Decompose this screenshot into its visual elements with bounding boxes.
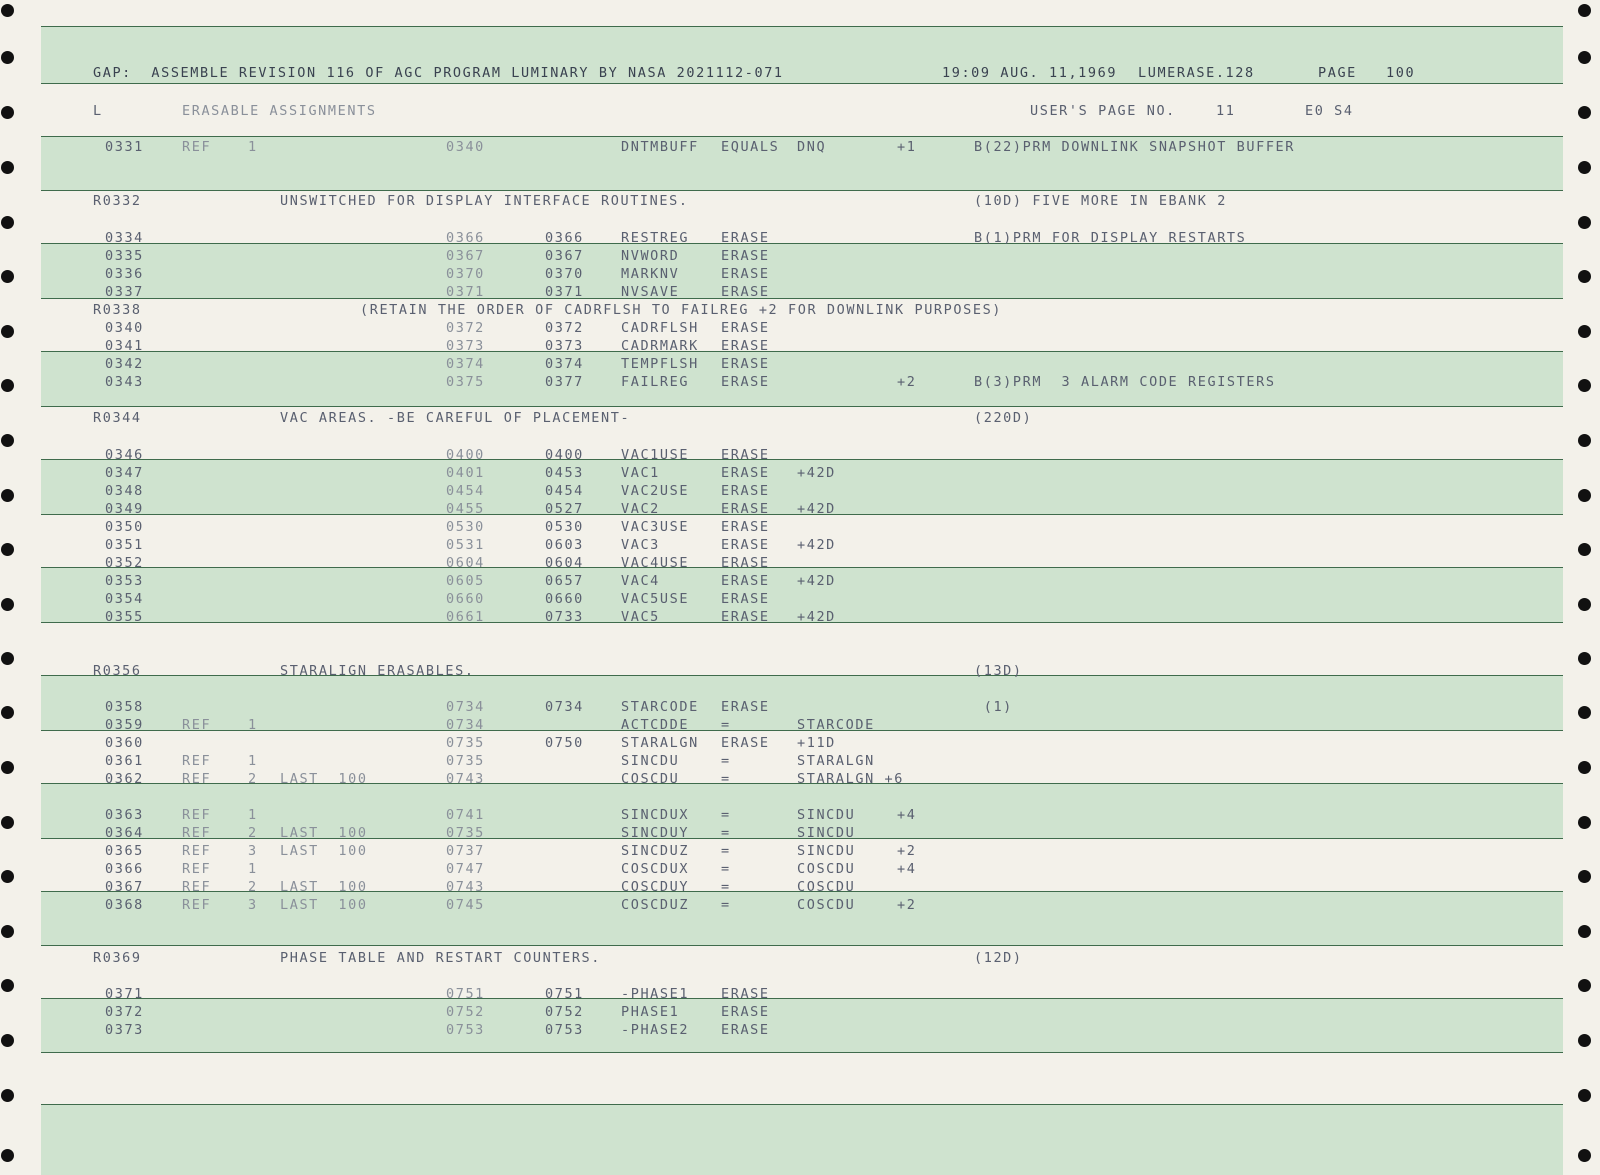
line-operand: COSCDU bbox=[797, 861, 856, 877]
line-address-end: 0527 bbox=[545, 501, 584, 517]
line-operand: +42D bbox=[797, 573, 836, 589]
line-address-end: 0734 bbox=[545, 699, 584, 715]
line-seq: R0369 bbox=[93, 950, 142, 966]
line-modifier: +2 bbox=[897, 897, 917, 913]
line-label: SINCDUX bbox=[621, 807, 690, 823]
line-address: 0747 bbox=[446, 861, 485, 877]
line-seq: 0373 bbox=[105, 1022, 144, 1038]
sprocket-hole bbox=[1, 270, 14, 283]
line-opcode: ERASE bbox=[721, 248, 770, 264]
sprocket-hole bbox=[1, 870, 14, 883]
sprocket-hole bbox=[1, 652, 14, 665]
line-seq: 0334 bbox=[105, 230, 144, 246]
line-operand: SINCDU bbox=[797, 825, 856, 841]
line-opcode: ERASE bbox=[721, 1022, 770, 1038]
line-seq: 0342 bbox=[105, 356, 144, 372]
line-remark: PHASE TABLE AND RESTART COUNTERS. bbox=[280, 950, 602, 966]
line-ref: REF bbox=[182, 825, 212, 841]
line-address-end: 0373 bbox=[545, 338, 584, 354]
line-label: COSCDUX bbox=[621, 861, 690, 877]
sprocket-hole bbox=[1578, 543, 1591, 556]
line-address: 0367 bbox=[446, 248, 485, 264]
line-address: 0340 bbox=[446, 139, 485, 155]
line-address-end: 0530 bbox=[545, 519, 584, 535]
line-label: CADRFLSH bbox=[621, 320, 699, 336]
sprocket-hole bbox=[1578, 216, 1591, 229]
line-comment: (13D) bbox=[974, 663, 1023, 679]
line-opcode: ERASE bbox=[721, 519, 770, 535]
line-label: COSCDUZ bbox=[621, 897, 690, 913]
line-last-ref: LAST 100 bbox=[280, 843, 368, 859]
listing-page-number: 100 bbox=[1386, 65, 1416, 81]
log-section-marker: L bbox=[93, 103, 103, 119]
line-ref-count: 3 bbox=[248, 897, 258, 913]
line-opcode: ERASE bbox=[721, 555, 770, 571]
line-seq: 0331 bbox=[105, 139, 144, 155]
line-comment: (1) bbox=[974, 699, 1013, 715]
sprocket-hole bbox=[1578, 1089, 1591, 1102]
line-address: 0735 bbox=[446, 735, 485, 751]
line-seq: 0367 bbox=[105, 879, 144, 895]
line-opcode: = bbox=[721, 879, 731, 895]
line-address-end: 0367 bbox=[545, 248, 584, 264]
sprocket-hole bbox=[1, 379, 14, 392]
line-address-end: 0374 bbox=[545, 356, 584, 372]
line-address: 0752 bbox=[446, 1004, 485, 1020]
line-address: 0605 bbox=[446, 573, 485, 589]
line-opcode: ERASE bbox=[721, 338, 770, 354]
sprocket-hole bbox=[1, 543, 14, 556]
sprocket-hole bbox=[1, 325, 14, 338]
line-seq: 0359 bbox=[105, 717, 144, 733]
line-address: 0660 bbox=[446, 591, 485, 607]
line-address: 0454 bbox=[446, 483, 485, 499]
line-seq: R0332 bbox=[93, 193, 142, 209]
line-seq: 0335 bbox=[105, 248, 144, 264]
line-address: 0401 bbox=[446, 465, 485, 481]
line-ref-count: 1 bbox=[248, 753, 258, 769]
sprocket-hole bbox=[1, 1034, 14, 1047]
line-address: 0531 bbox=[446, 537, 485, 553]
line-opcode: ERASE bbox=[721, 374, 770, 390]
listing-timestamp: 19:09 AUG. 11,1969 bbox=[942, 65, 1118, 81]
line-remark: (RETAIN THE ORDER OF CADRFLSH TO FAILREG +2 FOR DOWNLINK PURPOSES) bbox=[360, 302, 1003, 318]
line-label: SINCDUZ bbox=[621, 843, 690, 859]
line-address: 0743 bbox=[446, 879, 485, 895]
line-address-end: 0660 bbox=[545, 591, 584, 607]
line-label: VAC1USE bbox=[621, 447, 690, 463]
line-label: VAC4USE bbox=[621, 555, 690, 571]
line-opcode: ERASE bbox=[721, 284, 770, 300]
line-opcode: = bbox=[721, 897, 731, 913]
line-address: 0737 bbox=[446, 843, 485, 859]
line-label: ACTCDDE bbox=[621, 717, 690, 733]
line-opcode: ERASE bbox=[721, 356, 770, 372]
line-opcode: ERASE bbox=[721, 573, 770, 589]
line-opcode: ERASE bbox=[721, 735, 770, 751]
line-label: STARCODE bbox=[621, 699, 699, 715]
line-seq: 0340 bbox=[105, 320, 144, 336]
line-label: VAC1 bbox=[621, 465, 660, 481]
line-remark: VAC AREAS. -BE CAREFUL OF PLACEMENT- bbox=[280, 410, 631, 426]
line-opcode: ERASE bbox=[721, 465, 770, 481]
line-comment: B(22)PRM DOWNLINK SNAPSHOT BUFFER bbox=[974, 139, 1296, 155]
line-address: 0375 bbox=[446, 374, 485, 390]
line-label: NVSAVE bbox=[621, 284, 680, 300]
sprocket-hole bbox=[1578, 925, 1591, 938]
line-address-end: 0371 bbox=[545, 284, 584, 300]
line-address: 0455 bbox=[446, 501, 485, 517]
line-last-ref: LAST 100 bbox=[280, 825, 368, 841]
line-ref-count: 2 bbox=[248, 771, 258, 787]
paper-band bbox=[41, 1104, 1563, 1175]
line-opcode: ERASE bbox=[721, 537, 770, 553]
line-modifier: +4 bbox=[897, 807, 917, 823]
listing-header-title: GAP: ASSEMBLE REVISION 116 OF AGC PROGRAM LUMINARY BY NASA 2021112-071 bbox=[93, 65, 784, 81]
line-address-end: 0733 bbox=[545, 609, 584, 625]
line-ref-count: 1 bbox=[248, 861, 258, 877]
line-seq: 0358 bbox=[105, 699, 144, 715]
line-address-end: 0377 bbox=[545, 374, 584, 390]
users-page-number: 11 bbox=[1216, 103, 1236, 119]
line-label: VAC2 bbox=[621, 501, 660, 517]
line-operand: SINCDU bbox=[797, 843, 856, 859]
line-ref: REF bbox=[182, 139, 212, 155]
line-address-end: 0657 bbox=[545, 573, 584, 589]
line-seq: 0346 bbox=[105, 447, 144, 463]
sprocket-hole bbox=[1, 816, 14, 829]
line-ref-count: 1 bbox=[248, 717, 258, 733]
paper-band bbox=[41, 998, 1563, 1053]
line-ref: REF bbox=[182, 753, 212, 769]
line-seq: 0371 bbox=[105, 986, 144, 1002]
line-label: CADRMARK bbox=[621, 338, 699, 354]
line-address-end: 0752 bbox=[545, 1004, 584, 1020]
line-operand: SINCDU bbox=[797, 807, 856, 823]
line-address: 0370 bbox=[446, 266, 485, 282]
line-ref-count: 1 bbox=[248, 807, 258, 823]
line-address-end: 0750 bbox=[545, 735, 584, 751]
line-opcode: = bbox=[721, 861, 731, 877]
sprocket-hole bbox=[1, 598, 14, 611]
line-label: RESTREG bbox=[621, 230, 690, 246]
line-last-ref: LAST 100 bbox=[280, 897, 368, 913]
line-seq: 0355 bbox=[105, 609, 144, 625]
line-address-end: 0366 bbox=[545, 230, 584, 246]
line-ref-count: 2 bbox=[248, 879, 258, 895]
line-address: 0753 bbox=[446, 1022, 485, 1038]
sprocket-hole bbox=[1578, 325, 1591, 338]
line-address: 0374 bbox=[446, 356, 485, 372]
line-address: 0661 bbox=[446, 609, 485, 625]
line-seq: 0347 bbox=[105, 465, 144, 481]
line-operand: +42D bbox=[797, 609, 836, 625]
line-operand: +11D bbox=[797, 735, 836, 751]
line-opcode: EQUALS bbox=[721, 139, 780, 155]
line-remark: UNSWITCHED FOR DISPLAY INTERFACE ROUTINES. bbox=[280, 193, 689, 209]
line-address: 0366 bbox=[446, 230, 485, 246]
line-address: 0751 bbox=[446, 986, 485, 1002]
line-address-end: 0400 bbox=[545, 447, 584, 463]
line-address: 0735 bbox=[446, 753, 485, 769]
line-ref: REF bbox=[182, 807, 212, 823]
line-label: PHASE1 bbox=[621, 1004, 680, 1020]
line-ref: REF bbox=[182, 771, 212, 787]
sprocket-hole bbox=[1578, 979, 1591, 992]
line-address: 0530 bbox=[446, 519, 485, 535]
line-seq: 0362 bbox=[105, 771, 144, 787]
sprocket-hole bbox=[1578, 652, 1591, 665]
line-label: VAC5 bbox=[621, 609, 660, 625]
line-opcode: ERASE bbox=[721, 230, 770, 246]
line-seq: 0365 bbox=[105, 843, 144, 859]
line-seq: 0361 bbox=[105, 753, 144, 769]
sprocket-hole bbox=[1, 925, 14, 938]
sprocket-hole bbox=[1578, 51, 1591, 64]
line-ref: REF bbox=[182, 861, 212, 877]
sprocket-hole bbox=[1, 51, 14, 64]
line-opcode: ERASE bbox=[721, 986, 770, 1002]
line-opcode: ERASE bbox=[721, 501, 770, 517]
line-seq: 0360 bbox=[105, 735, 144, 751]
line-opcode: = bbox=[721, 771, 731, 787]
line-seq: 0354 bbox=[105, 591, 144, 607]
page-ref: E0 S4 bbox=[1305, 103, 1354, 119]
line-address-end: 0454 bbox=[545, 483, 584, 499]
line-seq: R0356 bbox=[93, 663, 142, 679]
sprocket-hole bbox=[1, 489, 14, 502]
line-opcode: ERASE bbox=[721, 699, 770, 715]
sprocket-hole bbox=[1578, 270, 1591, 283]
line-label: STARALGN bbox=[621, 735, 699, 751]
line-opcode: ERASE bbox=[721, 320, 770, 336]
listing-file: LUMERASE.128 bbox=[1138, 65, 1255, 81]
line-operand: DNQ bbox=[797, 139, 827, 155]
line-label: VAC3USE bbox=[621, 519, 690, 535]
paper-band bbox=[41, 351, 1563, 407]
line-address-end: 0603 bbox=[545, 537, 584, 553]
sprocket-hole bbox=[1578, 106, 1591, 119]
sprocket-hole bbox=[1, 106, 14, 119]
line-address-end: 0370 bbox=[545, 266, 584, 282]
line-label: COSCDUY bbox=[621, 879, 690, 895]
line-seq: 0351 bbox=[105, 537, 144, 553]
sprocket-hole bbox=[1, 434, 14, 447]
line-opcode: = bbox=[721, 753, 731, 769]
line-address-end: 0372 bbox=[545, 320, 584, 336]
line-opcode: ERASE bbox=[721, 609, 770, 625]
line-address: 0371 bbox=[446, 284, 485, 300]
line-seq: 0350 bbox=[105, 519, 144, 535]
line-modifier: +2 bbox=[897, 374, 917, 390]
line-ref: REF bbox=[182, 843, 212, 859]
sprocket-hole bbox=[1578, 598, 1591, 611]
line-address: 0743 bbox=[446, 771, 485, 787]
line-operand: STARCODE bbox=[797, 717, 875, 733]
line-modifier: +2 bbox=[897, 843, 917, 859]
line-comment: B(3)PRM 3 ALARM CODE REGISTERS bbox=[974, 374, 1276, 390]
sprocket-hole bbox=[1578, 816, 1591, 829]
line-seq: 0341 bbox=[105, 338, 144, 354]
line-address-end: 0604 bbox=[545, 555, 584, 571]
sprocket-hole bbox=[1, 979, 14, 992]
line-operand: +42D bbox=[797, 465, 836, 481]
line-label: MARKNV bbox=[621, 266, 680, 282]
line-label: TEMPFLSH bbox=[621, 356, 699, 372]
sprocket-hole bbox=[1578, 4, 1591, 17]
line-seq: 0348 bbox=[105, 483, 144, 499]
line-address: 0372 bbox=[446, 320, 485, 336]
line-seq: 0364 bbox=[105, 825, 144, 841]
line-operand: STARALGN bbox=[797, 753, 875, 769]
line-ref-count: 3 bbox=[248, 843, 258, 859]
line-label: COSCDU bbox=[621, 771, 680, 787]
line-address: 0604 bbox=[446, 555, 485, 571]
sprocket-hole bbox=[1578, 434, 1591, 447]
line-comment: (10D) FIVE MORE IN EBANK 2 bbox=[974, 193, 1227, 209]
line-opcode: = bbox=[721, 843, 731, 859]
line-address-end: 0753 bbox=[545, 1022, 584, 1038]
line-comment: (12D) bbox=[974, 950, 1023, 966]
line-seq: 0349 bbox=[105, 501, 144, 517]
line-ref: REF bbox=[182, 897, 212, 913]
line-label: -PHASE2 bbox=[621, 1022, 690, 1038]
line-label: SINCDU bbox=[621, 753, 680, 769]
sprocket-hole bbox=[1578, 706, 1591, 719]
line-operand: +42D bbox=[797, 537, 836, 553]
line-seq: 0353 bbox=[105, 573, 144, 589]
line-opcode: = bbox=[721, 825, 731, 841]
sprocket-hole bbox=[1578, 1034, 1591, 1047]
line-opcode: ERASE bbox=[721, 483, 770, 499]
sprocket-hole bbox=[1, 216, 14, 229]
line-opcode: ERASE bbox=[721, 266, 770, 282]
line-address: 0373 bbox=[446, 338, 485, 354]
line-address-end: 0751 bbox=[545, 986, 584, 1002]
line-operand: COSCDU bbox=[797, 897, 856, 913]
sprocket-hole bbox=[1, 706, 14, 719]
line-seq: 0343 bbox=[105, 374, 144, 390]
line-label: VAC3 bbox=[621, 537, 660, 553]
sprocket-hole bbox=[1578, 161, 1591, 174]
line-last-ref: LAST 100 bbox=[280, 879, 368, 895]
log-section: ERASABLE ASSIGNMENTS bbox=[182, 103, 377, 119]
users-page-label: USER'S PAGE NO. bbox=[1030, 103, 1176, 119]
line-ref: REF bbox=[182, 717, 212, 733]
line-seq: 0336 bbox=[105, 266, 144, 282]
line-address: 0741 bbox=[446, 807, 485, 823]
line-label: FAILREG bbox=[621, 374, 690, 390]
line-ref-count: 2 bbox=[248, 825, 258, 841]
line-seq: 0337 bbox=[105, 284, 144, 300]
line-opcode: ERASE bbox=[721, 1004, 770, 1020]
line-seq: 0352 bbox=[105, 555, 144, 571]
line-modifier: +1 bbox=[897, 139, 917, 155]
sprocket-hole bbox=[1578, 1149, 1591, 1162]
line-label: VAC4 bbox=[621, 573, 660, 589]
sprocket-hole bbox=[1, 761, 14, 774]
line-operand: +42D bbox=[797, 501, 836, 517]
line-label: DNTMBUFF bbox=[621, 139, 699, 155]
line-last-ref: LAST 100 bbox=[280, 771, 368, 787]
line-label: VAC2USE bbox=[621, 483, 690, 499]
sprocket-hole bbox=[1, 161, 14, 174]
line-seq: 0366 bbox=[105, 861, 144, 877]
line-address: 0400 bbox=[446, 447, 485, 463]
sprocket-hole bbox=[1, 1089, 14, 1102]
sprocket-hole bbox=[1578, 489, 1591, 502]
line-comment: (220D) bbox=[974, 410, 1033, 426]
line-comment: B(1)PRM FOR DISPLAY RESTARTS bbox=[974, 230, 1247, 246]
paper-band bbox=[41, 243, 1563, 299]
line-opcode: = bbox=[721, 807, 731, 823]
line-ref: REF bbox=[182, 879, 212, 895]
line-address-end: 0453 bbox=[545, 465, 584, 481]
sprocket-hole bbox=[1, 1149, 14, 1162]
line-seq: 0368 bbox=[105, 897, 144, 913]
sprocket-hole bbox=[1, 4, 14, 17]
line-label: VAC5USE bbox=[621, 591, 690, 607]
line-opcode: = bbox=[721, 717, 731, 733]
line-opcode: ERASE bbox=[721, 447, 770, 463]
line-remark: STARALIGN ERASABLES. bbox=[280, 663, 475, 679]
line-label: -PHASE1 bbox=[621, 986, 690, 1002]
sprocket-hole bbox=[1578, 761, 1591, 774]
line-label: SINCDUY bbox=[621, 825, 690, 841]
line-seq: 0363 bbox=[105, 807, 144, 823]
line-address: 0745 bbox=[446, 897, 485, 913]
line-address: 0734 bbox=[446, 699, 485, 715]
listing-page-label: PAGE bbox=[1318, 65, 1357, 81]
line-seq: 0372 bbox=[105, 1004, 144, 1020]
line-address: 0735 bbox=[446, 825, 485, 841]
line-address: 0734 bbox=[446, 717, 485, 733]
line-ref-count: 1 bbox=[248, 139, 258, 155]
line-seq: R0338 bbox=[93, 302, 142, 318]
line-operand: COSCDU bbox=[797, 879, 856, 895]
sprocket-hole bbox=[1578, 379, 1591, 392]
sprocket-hole bbox=[1578, 870, 1591, 883]
line-seq: R0344 bbox=[93, 410, 142, 426]
line-opcode: ERASE bbox=[721, 591, 770, 607]
line-label: NVWORD bbox=[621, 248, 680, 264]
line-operand: STARALGN +6 bbox=[797, 771, 905, 787]
line-modifier: +4 bbox=[897, 861, 917, 877]
